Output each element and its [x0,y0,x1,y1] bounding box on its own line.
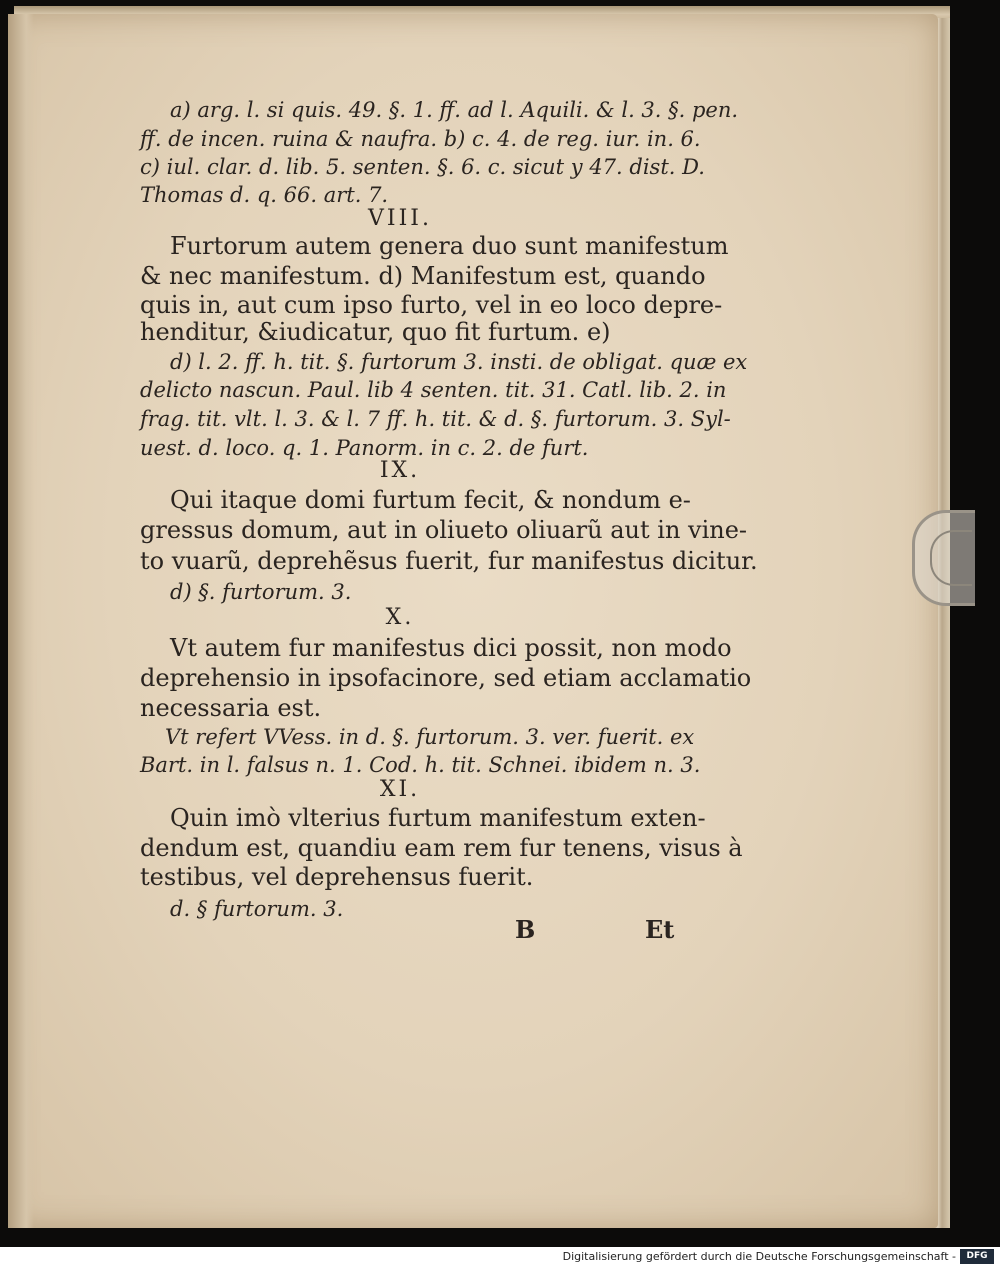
signature-mark: B [515,915,536,944]
body-line: to vuarũ, deprehẽsus fuerit, fur manifestus dicitur. [140,547,758,575]
section-heading-xi: XI. [379,777,421,802]
section-heading-viii: VIII. [368,206,432,231]
section-heading-ix: IX. [379,458,421,483]
footnote-line: d. § furtorum. 3. [170,897,344,921]
footnote-line: d) §. furtorum. 3. [170,580,352,604]
footnote-line: uest. d. loco. q. 1. Panorm. in c. 2. de furt. [140,436,589,460]
footnote-line: delicto nascun. Paul. lib 4 senten. tit. 31. Catl. lib. 2. in [140,378,727,402]
footnote-line: Thomas d. q. 66. art. 7. [140,183,389,207]
body-line: henditur, &iudicatur, quo fit furtum. e) [140,318,611,346]
funding-notice: Digitalisierung gefördert durch die Deutsche Forschungsgemeinschaft - [562,1250,956,1263]
footnote-line: c) iul. clar. d. lib. 5. senten. §. 6. c. sicut y 47. dist. D. [140,155,705,179]
body-line: Furtorum autem genera duo sunt manifestum [170,232,729,260]
body-line: deprehensio in ipsofacinore, sed etiam acclamatio [140,664,752,692]
page-clip-inner-icon [930,530,972,586]
footnote-line: frag. tit. vlt. l. 3. & l. 7 ff. h. tit. & d. §. furtorum. 3. Syl- [140,407,731,431]
section-heading-x: X. [385,605,415,630]
footnote-line: a) arg. l. si quis. 49. §. 1. ff. ad l. Aquili. & l. 3. §. pen. [170,98,739,122]
footnote-line: Bart. in l. falsus n. 1. Cod. h. tit. Schnei. ibidem n. 3. [140,753,701,777]
footnote-line: d) l. 2. ff. h. tit. §. furtorum 3. insti. de obligat. quæ ex [170,350,748,374]
body-line: dendum est, quandiu eam rem fur tenens, visus à [140,834,743,862]
body-line: Qui itaque domi furtum fecit, & nondum e- [170,486,691,514]
body-line: Vt autem fur manifestus dici possit, non modo [170,634,732,662]
body-line: necessaria est. [140,694,322,722]
catchword: Et [645,915,675,944]
body-line: quis in, aut cum ipso furto, vel in eo loco depre- [140,291,723,319]
footnote-line: Vt refert VVess. in d. §. furtorum. 3. ver. fuerit. ex [165,725,695,749]
footnote-line: ff. de incen. ruina & naufra. b) c. 4. de reg. iur. in. 6. [140,127,701,151]
body-line: gressus domum, aut in oliueto oliuarũ aut in vine- [140,516,748,544]
body-line: & nec manifestum. d) Manifestum est, quando [140,262,706,290]
book-gutter [8,14,34,1228]
dfg-logo[interactable]: DFG [960,1249,994,1264]
body-line: Quin imò vlterius furtum manifestum exten- [170,804,706,832]
body-line: testibus, vel deprehensus fuerit. [140,863,534,891]
